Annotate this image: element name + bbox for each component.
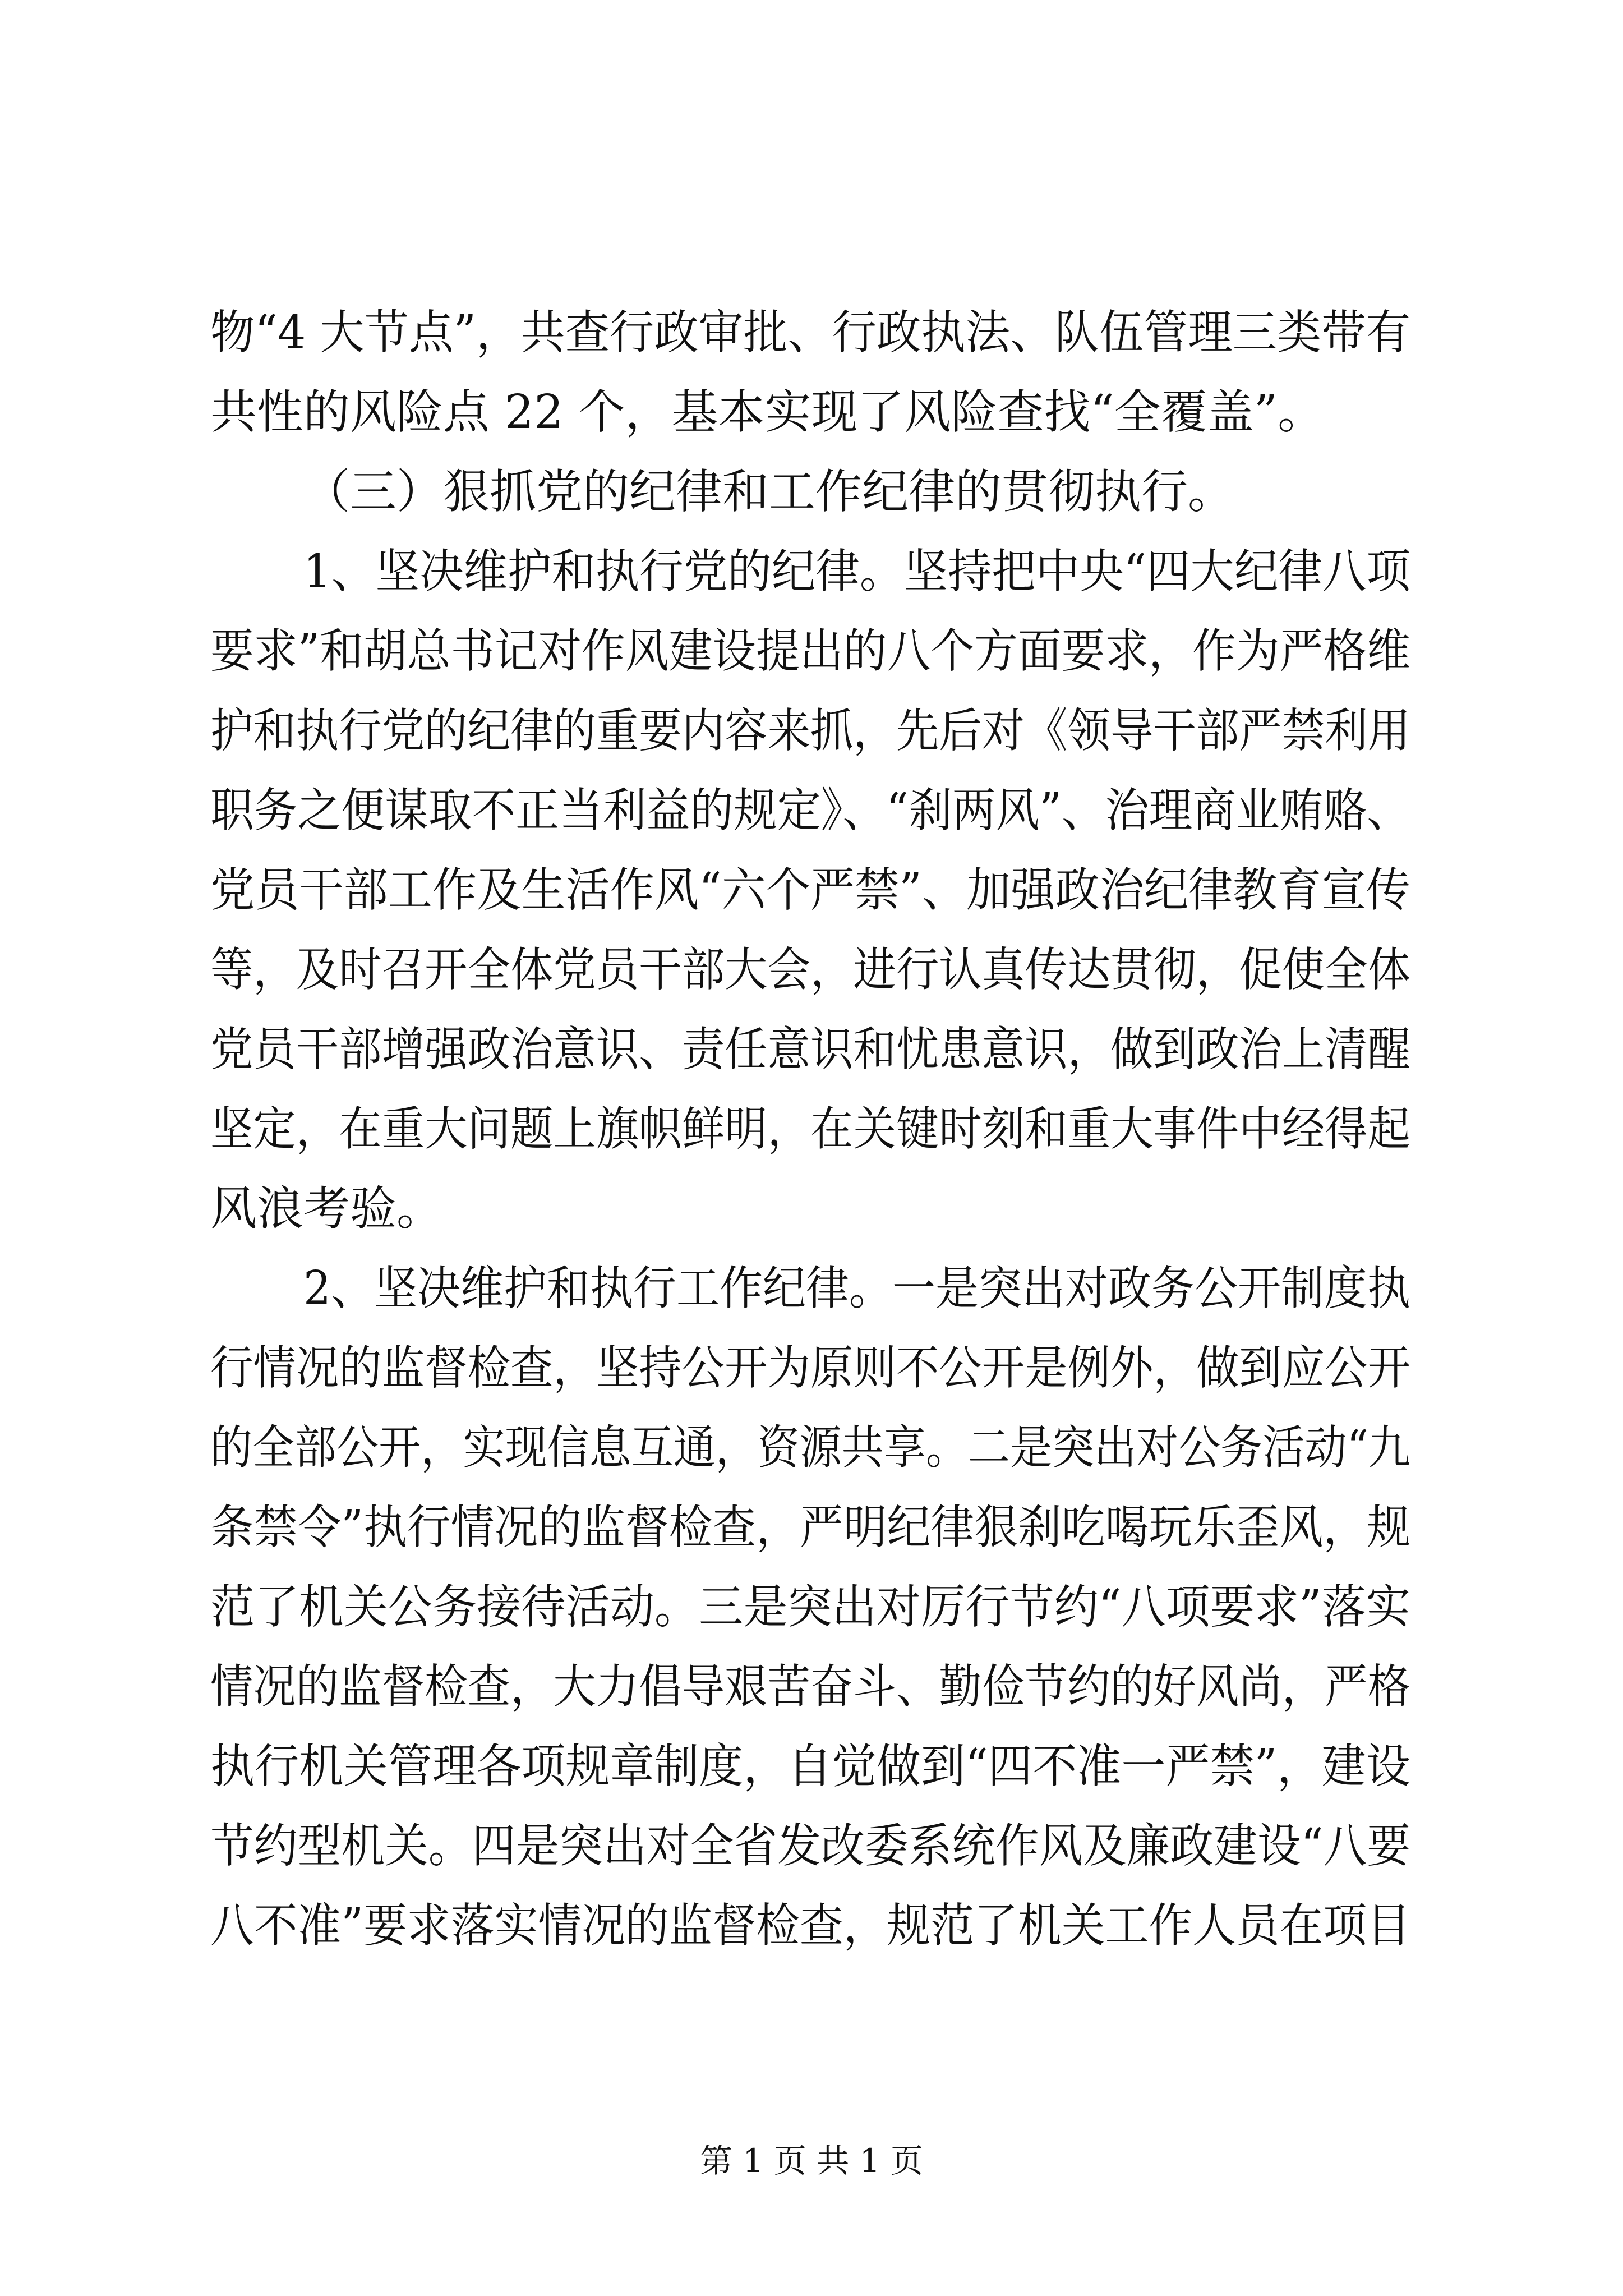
text-line-content: 2、坚决维护和执行工作纪律。一是突出对政务公开制度执: [303, 1261, 1410, 1315]
text-line-content: 要求”和胡总书记对作风建设提出的八个方面要求，作为严格维: [210, 624, 1410, 678]
text-line: [210, 850, 1410, 930]
text-line: [210, 691, 1410, 771]
text-line-content: 坚定，在重大问题上旗帜鲜明，在关键时刻和重大事件中经得起: [210, 1102, 1410, 1156]
text-line-content: （三）狠抓党的纪律和工作纪律的贯彻执行。: [303, 464, 1234, 519]
text-line: [210, 611, 1410, 691]
text-line: [210, 1886, 1410, 1966]
text-line-content: 风浪考验。: [210, 1181, 443, 1236]
text-line: [210, 1567, 1410, 1647]
text-line-content: 条禁令”执行情况的监督检查，严明纪律狠刹吃喝玩乐歪风，规: [210, 1500, 1410, 1554]
text-line: [210, 930, 1410, 1010]
text-line-content: 等，及时召开全体党员干部大会，进行认真传达贯彻，促使全体: [210, 942, 1410, 997]
text-line: [210, 771, 1410, 850]
text-line: [210, 1727, 1410, 1806]
text-line-content: 护和执行党的纪律的重要内容来抓，先后对《领导干部严禁利用: [210, 703, 1410, 758]
text-line: [210, 1089, 1410, 1169]
text-line-content: 的全部公开，实现信息互通，资源共享。二是突出对公务活动“九: [210, 1420, 1410, 1475]
text-line: [210, 532, 1410, 611]
text-line: [210, 1010, 1410, 1089]
text-line-content: 物“4 大节点”，共查行政审批、行政执法、队伍管理三类带有: [210, 305, 1410, 360]
text-line-content: 情况的监督检查，大力倡导艰苦奋斗、勤俭节约的好风尚，严格: [210, 1659, 1410, 1714]
text-line-content: 执行机关管理各项规章制度，自觉做到“四不准一严禁”，建设: [210, 1739, 1410, 1793]
text-line-content: 党员干部增强政治意识、责任意识和忧患意识，做到政治上清醒: [210, 1022, 1410, 1076]
text-line: [210, 372, 1410, 452]
body-text: [210, 293, 1410, 1966]
text-line: [210, 1408, 1410, 1488]
page-footer: 第 1 页 共 1 页: [700, 2142, 923, 2180]
text-line: [210, 293, 1410, 372]
text-line-content: 1、坚决维护和执行党的纪律。坚持把中央“四大纪律八项: [303, 544, 1410, 599]
text-line-content: 八不准”要求落实情况的监督检查，规范了机关工作人员在项目: [210, 1898, 1410, 1953]
text-line-content: 行情况的监督检查，坚持公开为原则不公开是例外，做到应公开: [210, 1341, 1410, 1395]
text-line: [210, 1169, 1410, 1249]
text-line-content: 范了机关公务接待活动。三是突出对厉行节约“八项要求”落实: [210, 1580, 1410, 1634]
text-line: [210, 452, 1410, 532]
text-line-content: 党员干部工作及生活作风“六个严禁”、加强政治纪律教育宣传: [210, 863, 1410, 917]
text-line-content: 节约型机关。四是突出对全省发改委系统作风及廉政建设“八要: [210, 1819, 1410, 1873]
text-line-content: 共性的风险点 22 个，基本实现了风险查找“全覆盖”。: [210, 385, 1325, 439]
text-line-content: 职务之便谋取不正当利益的规定》、“刹两风”、治理商业贿赂、: [210, 783, 1410, 838]
text-line: [210, 1328, 1410, 1408]
text-line: [210, 1488, 1410, 1567]
text-line: [210, 1647, 1410, 1727]
text-line: [210, 1249, 1410, 1328]
text-line: [210, 1806, 1410, 1886]
